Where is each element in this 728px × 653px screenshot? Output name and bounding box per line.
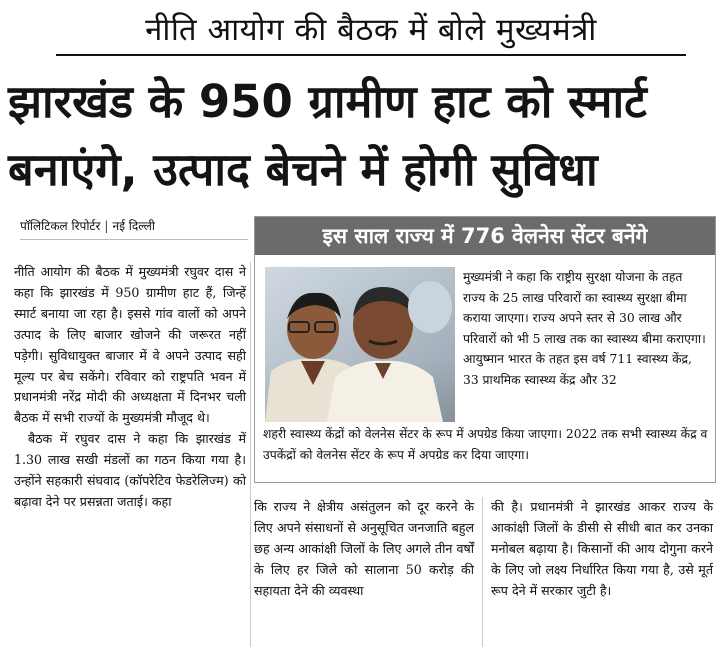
- chief-minister-photo: [265, 267, 455, 422]
- article-paragraph-2: बैठक में रघुवर दास ने कहा कि झारखंड में 1.30 लाख सखी मंडलों का गठन किया गया है। उन्होंने सहकारी संघवाद (कॉपरेटिव फेडरेलिज्म) को बढ़ावा देने पर प्रसन्नता जताई। कहा: [14, 431, 246, 509]
- photo-illustration: [265, 267, 455, 422]
- sidebar-paragraph-1: मुख्यमंत्री ने कहा कि राष्ट्रीय सुरक्षा योजना के तहत राज्य के 25 लाख परिवारों का स्वास्थ्य सुरक्षा बीमा कराया जाएगा। राज्य अपने स्तर से 30 लाख और परिवारों को भी 5 लाख तक का स्वास्थ्य बीमा कराएगा। आयुष्मान भारत के तहत इस वर्ष 711 स्वास्थ्य केंद्र, 33 प्राथमिक स्वास्थ्य केंद्र और 32: [463, 270, 706, 387]
- column-divider: [250, 262, 251, 647]
- sidebar-box-title: इस साल राज्य में 776 वेलनेस सेंटर बनेंगे: [255, 217, 715, 255]
- sidebar-paragraph-2: शहरी स्वास्थ्य केंद्रों को वेलनेस सेंटर के रूप में अपग्रेड किया जाएगा। 2022 तक सभी स्वास्थ्य केंद्र व उपकेंद्रों को वेलनेस सेंटर के रूप में अपग्रेड कर दिया जाएगा।: [263, 427, 708, 462]
- byline: [20, 213, 248, 240]
- headline-line-2: बनाएंगे, उत्पाद बेचने में होगी सुविधा: [8, 143, 598, 196]
- article-paragraph-4: की है। प्रधानमंत्री ने झारखंड आकर राज्य के आकांक्षी जिलों के डीसी से सीधी बात कर उनका मनोबल बढ़ाया है। किसानों की आय दोगुना करने के लिए जो लक्ष्य निर्धारित किया गया है, उसे मूर्त रूप देने में सरकार जुटी है।: [491, 499, 713, 598]
- article-column-3: [491, 497, 713, 602]
- headline-line-1: झारखंड के 950 ग्रामीण हाट को स्मार्ट: [8, 75, 647, 128]
- kicker: नीति आयोग की बैठक में बोले मुख्यमंत्री: [56, 6, 686, 56]
- byline-reporter: पॉलिटिकल रिपोर्टर: [20, 219, 101, 233]
- byline-place: नई दिल्ली: [112, 219, 155, 233]
- article-column-2: [254, 497, 474, 602]
- sidebar-box-text-full: [263, 424, 709, 465]
- article-paragraph-1: नीति आयोग की बैठक में मुख्यमंत्री रघुवर दास ने कहा कि झारखंड में 950 ग्रामीण हाट हैं, जिन्हें स्मार्ट बनाया जा रहा है। इससे गांव वालों को अपने उत्पाद के लिए बाजार खोजने की जरूरत नहीं पड़ेगी। सुविधायुक्त बाजार में वे अपने उत्पाद सही मूल्य पर बेच सकेंगे। रविवार को राष्ट्रपति भवन में प्रधानमंत्री नरेंद्र मोदी की अध्यक्षता में दिनभर चली बैठक में सभी राज्यों के मुख्यमंत्री मौजूद थे।: [14, 264, 246, 426]
- sidebar-box-text-side: [463, 267, 707, 390]
- headline: [8, 68, 720, 204]
- sidebar-box: [254, 216, 716, 483]
- byline-separator: |: [104, 219, 109, 233]
- article-paragraph-3: कि राज्य ने क्षेत्रीय असंतुलन को दूर करने के लिए अपने संसाधनों से अनुसूचित जनजाति बहुल छह अन्य आकांक्षी जिलों के लिए अगले तीन वर्षों के लिए हर जिले को सालाना 50 करोड़ की सहायता देने की व्यवस्था: [254, 499, 474, 598]
- column-divider: [482, 497, 483, 647]
- article-column-1: [14, 262, 246, 513]
